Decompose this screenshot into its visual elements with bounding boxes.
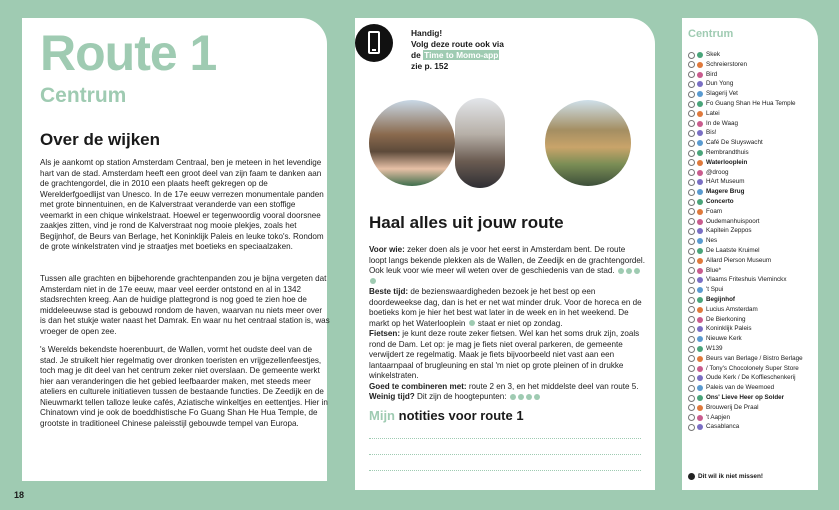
poi-item[interactable]: [688, 404, 759, 412]
checkbox-icon[interactable]: [688, 169, 695, 176]
checkbox-icon[interactable]: [688, 277, 695, 284]
poi-label: Vlaams Friteshuis Vleminckx: [706, 276, 787, 284]
poi-number-icon: [697, 405, 703, 411]
poi-marker-icon: [618, 268, 624, 274]
poi-item[interactable]: [688, 237, 717, 245]
handig-de: de: [411, 50, 421, 60]
poi-label: Blue*: [706, 266, 722, 274]
notes-title: [369, 408, 524, 423]
poi-label: Allard Pierson Museum: [706, 256, 772, 264]
poi-marker-icon: [370, 278, 376, 284]
poi-number-icon: [697, 81, 703, 87]
poi-number-icon: [697, 307, 703, 313]
checkbox-icon[interactable]: [688, 306, 695, 313]
poi-label: Begijnhof: [706, 296, 736, 303]
checkbox-icon[interactable]: [688, 52, 695, 59]
poi-number-icon: [697, 199, 703, 205]
poi-item[interactable]: [688, 218, 760, 226]
checkbox-icon[interactable]: [688, 140, 695, 147]
notes-line[interactable]: [369, 470, 641, 471]
checkbox-icon[interactable]: [688, 130, 695, 137]
poi-item[interactable]: [688, 129, 717, 137]
checkbox-icon[interactable]: [688, 81, 695, 88]
poi-label: Kapitein Zeppos: [706, 227, 752, 235]
poi-number-icon: [697, 219, 703, 225]
checkbox-icon[interactable]: [688, 110, 695, 117]
poi-label: 't Aapjen: [706, 413, 730, 421]
poi-number-icon: [697, 346, 703, 352]
left-page: [22, 18, 330, 481]
poi-marker-icon: [510, 394, 516, 400]
checkbox-icon[interactable]: [688, 179, 695, 186]
poi-label: Café De Sluyswacht: [706, 139, 763, 147]
poi-number-icon: [697, 258, 703, 264]
right-page: [682, 18, 818, 490]
poi-item[interactable]: [688, 365, 799, 373]
checkbox-icon[interactable]: [688, 424, 695, 431]
poi-label: Bis!: [706, 129, 717, 137]
poi-item[interactable]: [688, 414, 730, 422]
poi-item[interactable]: [688, 394, 784, 402]
checkbox-icon[interactable]: [688, 414, 695, 421]
poi-label: Magere Brug: [706, 188, 745, 196]
poi-label: / Tony's Chocolonely Super Store: [706, 364, 799, 372]
voor-wie: [369, 245, 645, 403]
poi-item[interactable]: [688, 335, 742, 343]
beste-tijd-text: de bezienswaardigheden bezoek je het best op een doordeweekse dag, dan is het er net wat minder druk. Voor de horeca en de boetieks kom je hier het best wat later in de week en in het weekend. De markt op het Waterlooplein: [369, 287, 642, 328]
poi-label: Oudemanhuispoort: [706, 217, 760, 225]
checkbox-icon[interactable]: [688, 365, 695, 372]
checkbox-icon[interactable]: [688, 120, 695, 127]
checkbox-icon[interactable]: [688, 346, 695, 353]
route-subtitle: Centrum: [40, 84, 127, 107]
poi-item[interactable]: [688, 345, 722, 353]
checkbox-icon[interactable]: [688, 287, 695, 294]
checkbox-icon[interactable]: [688, 375, 695, 382]
checkbox-icon[interactable]: [688, 326, 695, 333]
checkbox-icon[interactable]: [688, 355, 695, 362]
poi-label: Lucius Amsterdam: [706, 305, 758, 313]
checkbox-icon[interactable]: [688, 218, 695, 225]
photo-canal: [545, 100, 631, 186]
poi-number-icon: [697, 326, 703, 332]
poi-item[interactable]: [688, 80, 733, 88]
app-link[interactable]: Time to Momo-app: [424, 50, 499, 60]
poi-marker-icon: [534, 394, 540, 400]
poi-marker-icon: [626, 268, 632, 274]
poi-marker-icon: [634, 268, 640, 274]
poi-label: Latei: [706, 109, 720, 117]
poi-marker-icon: [518, 394, 524, 400]
poi-item[interactable]: [688, 227, 752, 235]
poi-label: HArt Museum: [706, 178, 745, 186]
poi-item[interactable]: [688, 169, 729, 177]
checkbox-icon[interactable]: [688, 199, 695, 206]
poi-number-icon: [697, 336, 703, 342]
footnote-text: Dit wil ik niet missen!: [698, 473, 763, 480]
poi-item[interactable]: [688, 374, 796, 382]
poi-label: De Bierkoning: [706, 315, 746, 323]
poi-number-icon: [697, 424, 703, 430]
notes-line[interactable]: [369, 438, 641, 439]
paragraph-1: Als je aankomt op station Amsterdam Centraal, ben je meteen in het levendige hart van de stad. Amsterdam heeft een groot deel van zijn faam te danken aan de grachtengordel, die in 2010 een plaats heeft gekregen op de Werelderfgoedlijst van Unesco. In de 17e eeuw verrezen monumentale panden met grote binnentuinen, en de Kalverstraat veranderde van een stoffige veemarkt in een chique winkelstraat. Hoewel er tegenwoordig vooral doorsnee zaakjes zitten, vind je rond de Kalverstraat nog mooie plekjes, zoals het Begijnhof, de Beurs van Berlage, het Koninklijk Paleis en leuke toko's. Rondom de grote winkelstraten vind je straatjes met boetieks en speciaalzaken.: [40, 158, 324, 251]
middle-page: [355, 18, 655, 490]
footnote: [688, 473, 763, 480]
poi-label: 't Spui: [706, 286, 724, 294]
poi-label: Nes: [706, 237, 718, 245]
poi-number-icon: [697, 385, 703, 391]
fietsen-text: je kunt deze route zeker fietsen. Wel kan het soms druk zijn, zoals rond de Dam. Let op: je mag je fiets niet overal parkeren, de gemeente verwijdert ze regelmatig. Maak je fiets bijvoorbeeld niet vast aan een lantaarnpaal of brugleuning en stal 'm niet op grote pleinen of in drukke winkelstraten.: [369, 329, 640, 380]
checkbox-icon[interactable]: [688, 101, 695, 108]
handig-box: [411, 28, 504, 72]
poi-number-icon: [697, 170, 703, 176]
poi-label: @droog: [706, 168, 729, 176]
poi-item[interactable]: [688, 325, 752, 333]
poi-item[interactable]: [688, 306, 758, 314]
combineren-label: Goed te combineren met:: [369, 381, 467, 391]
poi-marker-icon: [526, 394, 532, 400]
poi-label: Bird: [706, 70, 718, 78]
poi-item[interactable]: [688, 267, 721, 275]
beste-tijd-end: staat er niet op zondag.: [477, 318, 563, 328]
poi-number-icon: [697, 179, 703, 185]
poi-label: Casablanca: [706, 423, 740, 431]
poi-number-icon: [697, 101, 703, 107]
checkbox-icon[interactable]: [688, 189, 695, 196]
poi-number-icon: [697, 395, 703, 401]
checkbox-icon[interactable]: [688, 208, 695, 215]
poi-number-icon: [697, 209, 703, 215]
poi-number-icon: [697, 91, 703, 97]
poi-number-icon: [697, 62, 703, 68]
poi-item[interactable]: [688, 61, 747, 69]
notes-line[interactable]: [369, 454, 641, 455]
handig-line: Volg deze route ook via: [411, 39, 504, 49]
poi-label: Schreierstoren: [706, 60, 747, 68]
photo-cyclists: [369, 100, 455, 186]
poi-number-icon: [697, 160, 703, 166]
poi-number-icon: [697, 52, 703, 58]
poi-number-icon: [697, 415, 703, 421]
poi-number-icon: [697, 366, 703, 372]
weinig-tijd-label: Weinig tijd?: [369, 392, 415, 401]
poi-number-icon: [697, 356, 703, 362]
poi-item[interactable]: [688, 286, 723, 294]
checklist-title: Centrum: [688, 28, 734, 40]
poi-label: De Laatste Kruimel: [706, 247, 760, 254]
heart-icon: [688, 473, 695, 480]
poi-label: Fo Guang Shan He Hua Temple: [706, 100, 796, 107]
poi-number-icon: [697, 111, 703, 117]
poi-item[interactable]: [688, 139, 763, 147]
checkbox-icon[interactable]: [688, 404, 695, 411]
poi-label: Slagerij Vet: [706, 90, 738, 98]
poi-item[interactable]: [688, 178, 745, 186]
poi-number-icon: [697, 277, 703, 283]
poi-item[interactable]: [688, 120, 738, 128]
poi-label: Beurs van Berlage / Bistro Berlage: [706, 354, 803, 362]
checkbox-icon[interactable]: [688, 297, 695, 304]
notes-title-green: Mijn: [369, 408, 395, 423]
checkbox-icon[interactable]: [688, 395, 695, 402]
poi-label: Concerto: [706, 198, 734, 205]
checkbox-icon[interactable]: [688, 159, 695, 166]
poi-label: W139: [706, 345, 723, 352]
weinig-tijd-text: Dit zijn de hoogtepunten:: [416, 392, 507, 401]
poi-label: Paleis van de Weemoed: [706, 384, 775, 392]
checkbox-icon[interactable]: [688, 150, 695, 157]
poi-item[interactable]: [688, 71, 717, 79]
poi-item[interactable]: [688, 159, 747, 167]
voor-wie-text: zeker doen als je voor het eerst in Amsterdam bent. De route loopt langs bekende plekken als de Wallen, de Zeedijk en de grachtengordel. Ook leuk voor wie meer wil weten over de geschiedenis van de stad.: [369, 245, 645, 275]
checkbox-icon[interactable]: [688, 61, 695, 68]
poi-label: Waterlooplein: [706, 158, 748, 166]
poi-item[interactable]: [688, 296, 735, 304]
photo-street: [455, 98, 505, 188]
poi-item[interactable]: [688, 100, 796, 108]
checkbox-icon[interactable]: [688, 267, 695, 274]
poi-label: Foam: [706, 207, 723, 215]
poi-item[interactable]: [688, 316, 746, 324]
poi-number-icon: [697, 238, 703, 244]
poi-item[interactable]: [688, 423, 739, 431]
checkbox-icon[interactable]: [688, 238, 695, 245]
section-heading: Over de wijken: [40, 130, 160, 149]
route-title: Route 1: [40, 25, 217, 81]
poi-item[interactable]: [688, 208, 722, 216]
poi-item[interactable]: [688, 198, 734, 206]
poi-item[interactable]: [688, 110, 720, 118]
poi-item[interactable]: [688, 247, 760, 255]
page-number: 18: [14, 490, 25, 500]
poi-number-icon: [697, 375, 703, 381]
poi-number-icon: [697, 268, 703, 274]
checkbox-icon[interactable]: [688, 248, 695, 255]
poi-item[interactable]: [688, 257, 771, 265]
poi-label: Ons' Lieve Heer op Solder: [706, 394, 785, 401]
poi-label: Skek: [706, 51, 720, 58]
poi-number-icon: [697, 140, 703, 146]
poi-item[interactable]: [688, 355, 803, 363]
fietsen-label: Fietsen:: [369, 329, 401, 338]
poi-item[interactable]: [688, 149, 749, 157]
poi-number-icon: [697, 121, 703, 127]
poi-label: Nieuwe Kerk: [706, 335, 742, 343]
poi-number-icon: [697, 317, 703, 323]
poi-label: Dun Yong: [706, 80, 734, 88]
poi-number-icon: [697, 297, 703, 303]
poi-number-icon: [697, 72, 703, 78]
checkbox-icon[interactable]: [688, 336, 695, 343]
poi-number-icon: [697, 189, 703, 195]
paragraph-3: 's Werelds bekendste hoerenbuurt, de Wallen, vormt het oudste deel van de stad. Je struikelt hier regelmatig over dronken toeristen en vrijgezellenfeestjes, toch mag je dit deel van het centrum zeker niet overslaan. De gemeente werkt hier aan veranderingen die het gebied leefbaarder maken, met steeds meer ateliers en culturele initiatieven tussen de bestaande functies. De Zeedijk en de Nieuwmarkt tellen talloze leuke cafés, Aziatische winkeltjes en eettentjes. Hier in Chinatown vind je ook de boeddhistische Fo Guang Shan He Hua Temple, de grootste in traditioneel Chinese paleisstijl gebouwde tempel van Europa.: [40, 345, 328, 428]
poi-number-icon: [697, 228, 703, 234]
paragraph-2: Tussen alle grachten en bijbehorende grachtenpanden zou je bijna vergeten dat Amsterdam niet in de 17e eeuw, maar veel eerder ontstond en al in 1342 stadsrechten kreeg. Aan de huidige plattegrond is nog goed te zien hoe de middeleeuwse stad is gebouwd rondom de haven, waarvan nu niets meer over is dan het stukje water naast het Damrak. En waar nu het centraal station is, was vroeger de open zee.: [40, 274, 330, 336]
poi-item[interactable]: [688, 51, 720, 59]
poi-item[interactable]: [688, 90, 738, 98]
poi-label: In de Waag: [706, 119, 738, 127]
checkbox-icon[interactable]: [688, 385, 695, 392]
beste-tijd-label: Beste tijd:: [369, 287, 409, 296]
poi-label: Rembrandthuis: [706, 149, 749, 156]
notes-title-black: notities voor route 1: [398, 408, 524, 423]
handig-page-ref: zie p. 152: [411, 61, 449, 71]
phone-icon: [355, 24, 393, 62]
checkbox-icon[interactable]: [688, 91, 695, 98]
poi-number-icon: [697, 150, 703, 156]
poi-label: Koninklijk Paleis: [706, 325, 752, 333]
poi-marker-icon: [469, 320, 475, 326]
checkbox-icon[interactable]: [688, 228, 695, 235]
poi-item[interactable]: [688, 384, 774, 392]
checkbox-icon[interactable]: [688, 71, 695, 78]
checkbox-icon[interactable]: [688, 316, 695, 323]
combineren-text: route 2 en 3, en het middelste deel van route 5.: [468, 381, 639, 391]
poi-item[interactable]: [688, 188, 745, 196]
poi-item[interactable]: [688, 276, 786, 284]
route-heading: Haal alles uit jouw route: [369, 213, 564, 232]
poi-number-icon: [697, 130, 703, 136]
handig-title: Handig!: [411, 28, 443, 38]
poi-label: Brouwerij De Praal: [706, 403, 759, 411]
poi-number-icon: [697, 287, 703, 293]
poi-label: Oude Kerk / De Koffieschenkerij: [706, 374, 796, 382]
checkbox-icon[interactable]: [688, 257, 695, 264]
poi-number-icon: [697, 248, 703, 254]
voor-wie-label: Voor wie:: [369, 245, 405, 254]
